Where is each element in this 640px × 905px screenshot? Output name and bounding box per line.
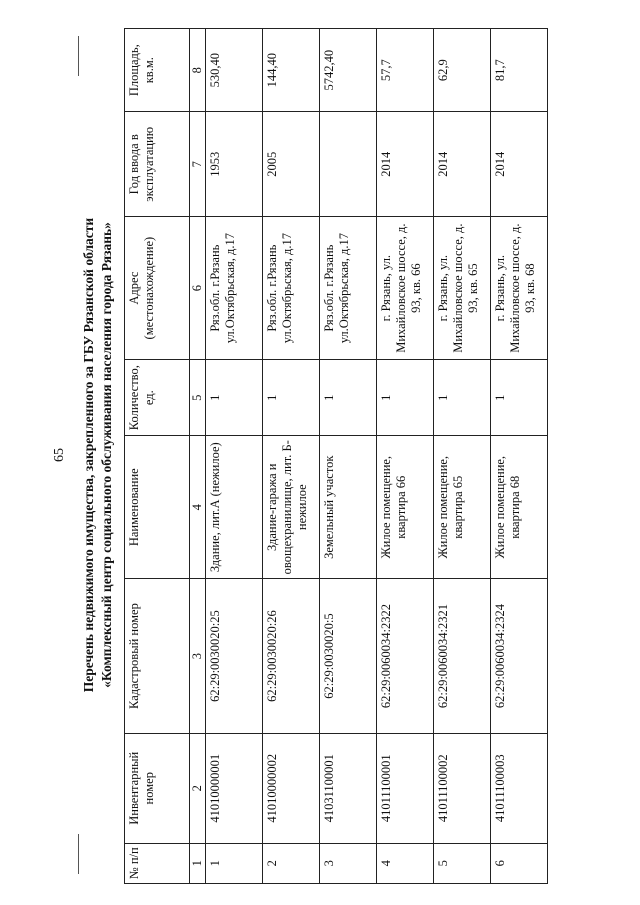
column-number: 7 xyxy=(190,112,206,217)
table-cell: 62:29:0060034:2321 xyxy=(434,579,491,734)
table-cell xyxy=(320,112,377,217)
table-cell: 144,40 xyxy=(263,29,320,112)
table-cell: г. Рязань, ул. Михайловское шоссе, д. 93, кв. 66 xyxy=(377,217,434,360)
table-cell: 1 xyxy=(434,360,491,436)
document-title xyxy=(78,26,116,884)
table-cell: г. Рязань, ул. Михайловское шоссе, д. 93, кв. 65 xyxy=(434,217,491,360)
table-cell: 41011100002 xyxy=(434,733,491,843)
table-row xyxy=(377,29,434,884)
table-cell: 2014 xyxy=(377,112,434,217)
table-cell: 2005 xyxy=(263,112,320,217)
column-header: Адрес (местонахождение) xyxy=(125,217,190,360)
title-line-1: Перечень недвижимого имущества, закрепленного за ГБУ Рязанской области xyxy=(81,217,96,693)
table-cell: Ряз.обл. г.Рязань ул.Октябрьская, д.17 xyxy=(263,217,320,360)
column-header: Количество, ед. xyxy=(125,360,190,436)
table-cell: 41010000001 xyxy=(206,733,263,843)
table-cell: 1 xyxy=(320,360,377,436)
table-cell: 1 xyxy=(206,360,263,436)
table-cell: 62:29:0060034:2322 xyxy=(377,579,434,734)
table-cell: 2014 xyxy=(491,112,548,217)
table-cell: 62:29:0030020:26 xyxy=(263,579,320,734)
table-cell: 62,9 xyxy=(434,29,491,112)
column-header: Год ввода в эксплуатацию xyxy=(125,112,190,217)
table-row xyxy=(206,29,263,884)
table-cell: 41011100003 xyxy=(491,733,548,843)
column-number: 8 xyxy=(190,29,206,112)
column-header: Инвентарный номер xyxy=(125,733,190,843)
table-row xyxy=(320,29,377,884)
column-header: № п/п xyxy=(125,843,190,883)
property-table xyxy=(124,28,548,884)
page-number: 65 xyxy=(52,448,67,462)
column-number: 5 xyxy=(190,360,206,436)
table-cell: 5742,40 xyxy=(320,29,377,112)
table-cell: 6 xyxy=(491,843,548,883)
table-cell: 530,40 xyxy=(206,29,263,112)
table-cell: 62:29:0060034:2324 xyxy=(491,579,548,734)
table-header-row xyxy=(125,29,190,884)
table-cell: 41031100001 xyxy=(320,733,377,843)
column-number: 4 xyxy=(190,436,206,579)
table-cell: Здание-гаража и овощехранилище, лит. Б-нежилое xyxy=(263,436,320,579)
table-cell: 2014 xyxy=(434,112,491,217)
table-row xyxy=(491,29,548,884)
column-number-row xyxy=(190,29,206,884)
table-cell: Жилое помещение, квартира 66 xyxy=(377,436,434,579)
table-cell: 5 xyxy=(434,843,491,883)
table-cell: 1 xyxy=(263,360,320,436)
table-cell: 41011100001 xyxy=(377,733,434,843)
rotated-page-content xyxy=(78,26,632,884)
table-cell: Жилое помещение, квартира 65 xyxy=(434,436,491,579)
table-row xyxy=(434,29,491,884)
column-number: 3 xyxy=(190,579,206,734)
table-cell: г. Рязань, ул. Михайловское шоссе, д. 93, кв. 68 xyxy=(491,217,548,360)
table-cell: Здание, лит.А (нежилое) xyxy=(206,436,263,579)
table-cell: 41010000002 xyxy=(263,733,320,843)
table-cell: 62:29:0030020:5 xyxy=(320,579,377,734)
table-cell: 1953 xyxy=(206,112,263,217)
table-cell: 1 xyxy=(377,360,434,436)
title-line-2: «Комплексный центр социального обслуживания населения города Рязань» xyxy=(99,222,114,688)
table-cell: 2 xyxy=(263,843,320,883)
table-cell: Жилое помещение, квартира 68 xyxy=(491,436,548,579)
table-cell: Ряз.обл. г.Рязань ул.Октябрьская, д.17 xyxy=(320,217,377,360)
table-row xyxy=(263,29,320,884)
table-cell: 3 xyxy=(320,843,377,883)
column-header: Кадастровый номер xyxy=(125,579,190,734)
column-number: 6 xyxy=(190,217,206,360)
table-cell: 1 xyxy=(206,843,263,883)
column-header: Площадь, кв.м. xyxy=(125,29,190,112)
table-cell: 4 xyxy=(377,843,434,883)
table-cell: Ряз.обл. г.Рязань ул.Октябрьская, д.17 xyxy=(206,217,263,360)
table-cell: 1 xyxy=(491,360,548,436)
table-cell: 57,7 xyxy=(377,29,434,112)
column-number: 1 xyxy=(190,843,206,883)
table-cell: 62:29:0030020:25 xyxy=(206,579,263,734)
column-number: 2 xyxy=(190,733,206,843)
table-cell: Земельный участок xyxy=(320,436,377,579)
column-header: Наименование xyxy=(125,436,190,579)
table-cell: 81,7 xyxy=(491,29,548,112)
